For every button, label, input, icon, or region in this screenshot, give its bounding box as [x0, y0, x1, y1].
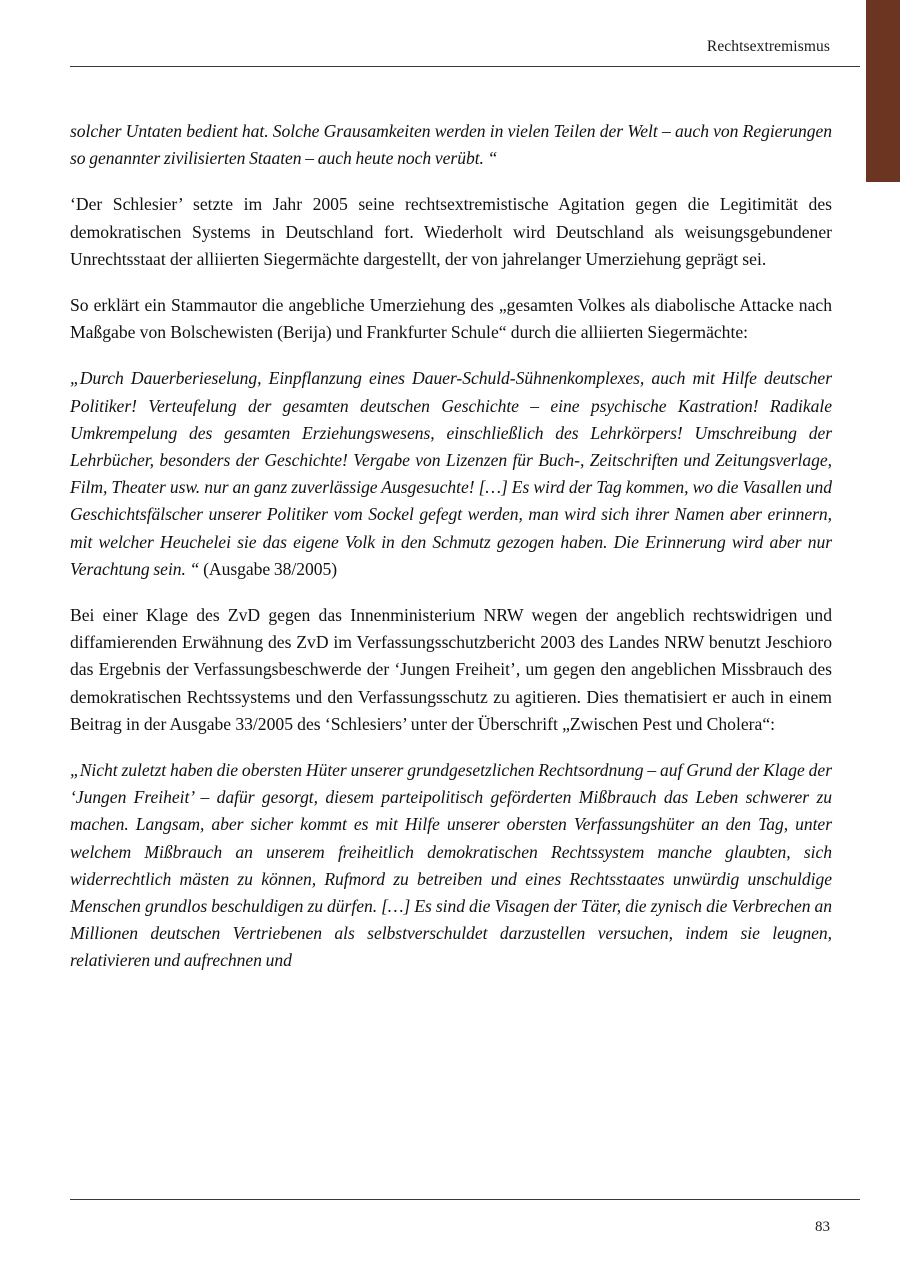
paragraph-block-quote-zwischen-pest-und-cholera: „Nicht zuletzt haben die obersten Hüter unserer grundgesetzlichen Rechtsordnung – auf Grund der Klage der ‘Jungen Freiheit’ – dafür gesorgt, diesem parteipolitisch geförderten Mißbrauch das Leben schwerer zu machen. Langsam, aber sicher kommt es mit Hilfe unserer obersten Verfassungshüter an den Tag, unter welchem Mißbrauch an unserem freiheitlich demokratischen Rechtssystem manche glaubten, sich widerrechtlich mästen zu können, Rufmord zu betreiben und eines Rechtsstaates unwürdig unschuldige Menschen grundlos beschuldigen zu dürfen. […] Es sind die Visagen der Täter, die zynisch die Verbrechen an Millionen deutschen Vertriebenen als selbstverschuldet darzustellen versuchen, indem sie leugnen, relativieren und aufrechnen und — [70, 760, 832, 971]
header-rule — [70, 66, 860, 67]
footer-rule — [70, 1199, 860, 1200]
running-header-title: Rechtsextremismus — [706, 38, 830, 55]
page-number: 83 — [815, 1219, 830, 1235]
paragraph-stammautor-intro: So erklärt ein Stammautor die angebliche Umerziehung des „gesamten Volkes als diabolische Attacke nach Maßgabe von Bolschewisten (Berija) und Frankfurter Schule“ durch die alliierten Siegermächte: — [70, 295, 832, 343]
block-quote-source-reference: (Ausgabe 38/2005) — [199, 558, 338, 579]
paragraph-quote-continuation: solcher Untaten bedient hat. Solche Grausamkeiten werden in vielen Teilen der Welt – auch von Regierungen so genannter zivilisierten Staaten – auch heute noch verübt. “ — [70, 121, 832, 169]
paragraph-zvd-klage: Bei einer Klage des ZvD gegen das Innenministerium NRW wegen der angeblich rechtswidrigen und diffamierenden Erwähnung des ZvD im Verfassungsschutzbericht 2003 des Landes NRW benutzt Jeschioro das Ergebnis der Verfassungsbeschwerde der ‘Jungen Freiheit’, um gegen den angeblichen Missbrauch des demokratischen Rechtssystems und den Verfassungsschutz zu agitieren. Dies thematisiert er auch in einem Beitrag in der Ausgabe 33/2005 des ‘Schlesiers’ unter der Überschrift „Zwischen Pest und Cholera“: — [70, 605, 832, 734]
body-text-column — [70, 118, 832, 975]
block-quote-text: „Durch Dauerberieselung, Einpflanzung eines Dauer-Schuld-Sühnenkomplexes, auch mit Hilfe deutscher Politiker! Verteufelung der gesamten deutschen Geschichte – eine psychische Kastration! Radikale Umkrempelung des gesamten Erziehungswesens, einschließlich des Lehrkörpers! Umschreibung der Lehrbücher, besonders der Geschichte! Vergabe von Lizenzen für Buch-, Zeitschriften und Zeitungsverlage, Film, Theater usw. nur an ganz zuverlässige Ausgesuchte! […] Es wird der Tag kommen, wo die Vasallen und Geschichtsfälscher unserer Politiker vom Sockel gefegt werden, man wird sich ihrer Namen aber erinnern, mit welcher Heuchelei sie das eigene Volk in den Schmutz gezogen haben. Die Erinnerung wird aber nur Verachtung sein. “ — [70, 368, 832, 579]
paragraph-block-quote-umerziehung — [70, 365, 832, 583]
paragraph-schlesier-agitation: ‘Der Schlesier’ setzte im Jahr 2005 seine rechtsextremistische Agitation gegen die Legitimität des demokratischen Systems in Deutschland fort. Wiederholt wird Deutschland als weisungsgebundener Unrechtsstaat der alliierten Siegermächte dargestellt, der von jahrelanger Umerziehung geprägt sei. — [70, 194, 832, 269]
edge-decoration-bar — [866, 0, 900, 182]
